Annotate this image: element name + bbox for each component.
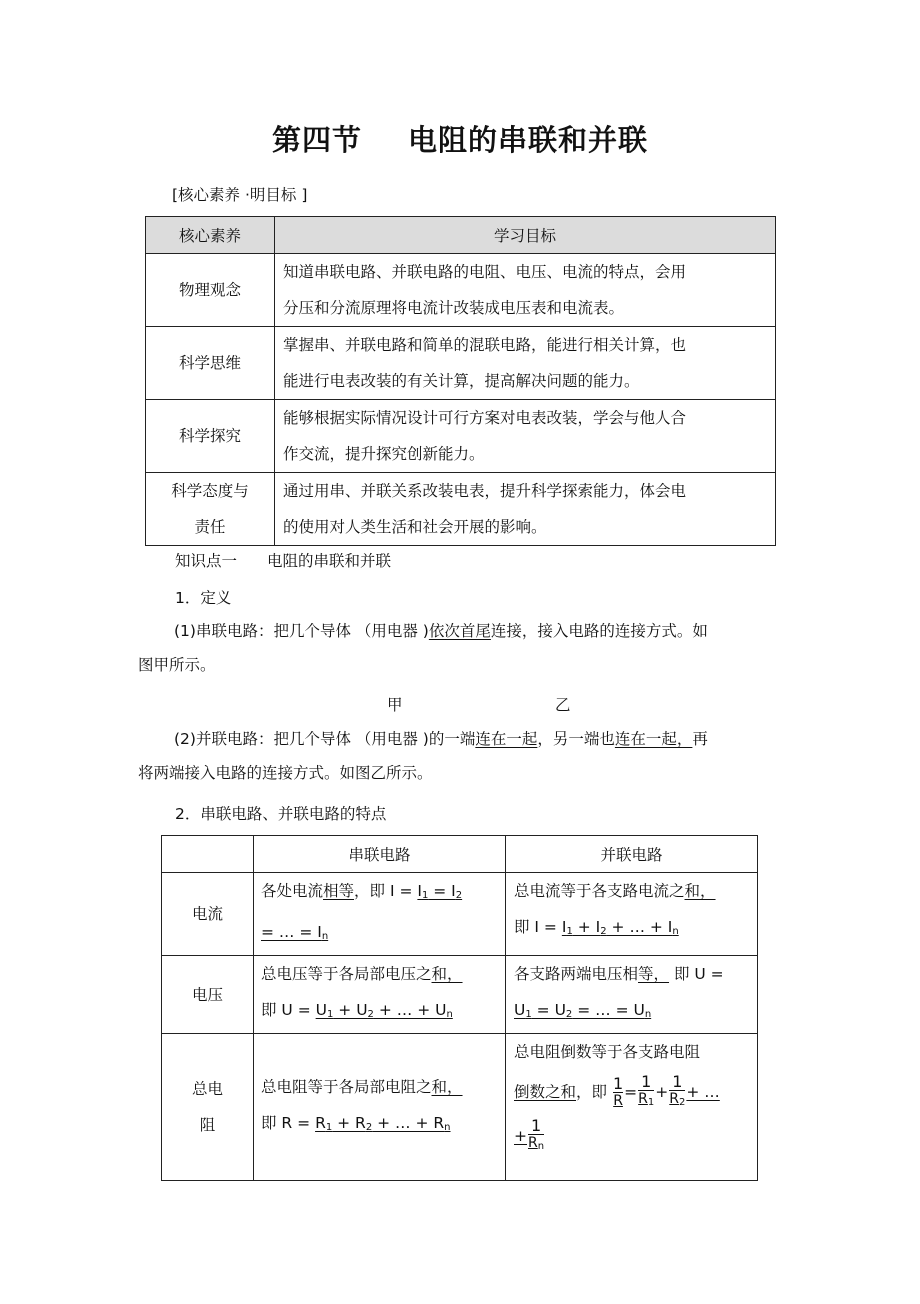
figure-label-jia: 甲 (387, 696, 403, 714)
table-row (162, 956, 758, 1034)
goal-text: 知道串联电路、并联电路的电阻、电压、电流的特点，会用 分压和分流原理将电流计改装成电压表和电流表。 (275, 254, 776, 327)
table-row (162, 873, 758, 956)
goal-text: 能够根据实际情况设计可行方案对电表改装，学会与他人合 作交流，提升探究创新能力。 (275, 400, 776, 473)
fraction-1-over-R: $\frac{1}{R}$ (612, 1074, 624, 1109)
goal-text: 通过用串、并联关系改装电表，提升科学探索能力，体会电 的使用对人类生活和社会开展的影响。 (275, 473, 776, 546)
core-heading: [核心素养 ·明目标 ] (172, 186, 308, 204)
goal-key: 物理观念 (146, 254, 275, 327)
table-row (146, 400, 776, 473)
goals-header-key: 核心素养 (146, 217, 275, 254)
row-key-current: 电流 (162, 873, 254, 956)
parallel-resistance: 总电阻倒数等于各支路电阻 倒数之和，即 $\frac{1}{R}$ = $\frac{1}{R_1}$ + $\frac{1}{R_2}$ + … + $\frac{1}{R_n}$ (506, 1034, 758, 1181)
parallel-current: 总电流等于各支路电流之和， 即 $I = I_1 + I_2$ + … + $I_n$ (506, 873, 758, 956)
goal-key: 科学探究 (146, 400, 275, 473)
series-current: 各处电流相等，即 $I = I_1 = I_2$ = … = $I_n$ (254, 873, 506, 956)
row-key-voltage: 电压 (162, 956, 254, 1034)
goal-key: 科学思维 (146, 327, 275, 400)
parallel-definition: (2)并联电路：把几个导体 （用电器 )的一端连在一起，另一端也连在一起，再 将两端接入电路的连接方式。如图乙所示。 (138, 730, 708, 782)
page-title: 第四节 电阻的串联和并联 (271, 123, 649, 157)
goal-text: 掌握串、并联电路和简单的混联电路，能进行相关计算，也 能进行电表改装的有关计算，提高解决问题的能力。 (275, 327, 776, 400)
parallel-voltage: 各支路两端电压相等， 即 U = $U_1 = U_2$ = … = $U_n$ (506, 956, 758, 1034)
fraction-1-over-R2: $\frac{1}{R_2}$ (669, 1074, 685, 1111)
goals-header-goal: 学习目标 (275, 217, 776, 254)
features-table (161, 835, 758, 1181)
knowledge-point-heading: 知识点一 电阻的串联和并联 (175, 552, 392, 570)
table-row (146, 327, 776, 400)
features-header-series: 串联电路 (254, 836, 506, 873)
series-resistance: 总电阻等于各局部电阻之和， 即 $R = R_1 + R_2$ + … + $R_n$ (254, 1034, 506, 1181)
table-row (146, 473, 776, 546)
row-key-resistance: 总电 阻 (162, 1034, 254, 1181)
fraction-1-over-R1: $\frac{1}{R_1}$ (638, 1074, 654, 1111)
figure-label-yi: 乙 (555, 696, 571, 714)
features-heading: 2．串联电路、并联电路的特点 (175, 805, 387, 823)
series-definition: (1)串联电路：把几个导体 （用电器 )依次首尾连接，接入电路的连接方式。如 图甲所示。 (138, 622, 708, 674)
table-row (162, 1034, 758, 1181)
features-header-row (162, 836, 758, 873)
features-header-blank (162, 836, 254, 873)
goal-key: 科学态度与 责任 (146, 473, 275, 546)
features-header-parallel: 并联电路 (506, 836, 758, 873)
goals-table (145, 216, 776, 546)
goals-header-row (146, 217, 776, 254)
table-row (146, 254, 776, 327)
fraction-1-over-Rn: $\frac{1}{R_n}$ (528, 1118, 544, 1155)
series-voltage: 总电压等于各局部电压之和， 即 $U = U_1 + U_2$ + … + $U_n$ (254, 956, 506, 1034)
definition-heading: 1．定义 (175, 589, 232, 607)
